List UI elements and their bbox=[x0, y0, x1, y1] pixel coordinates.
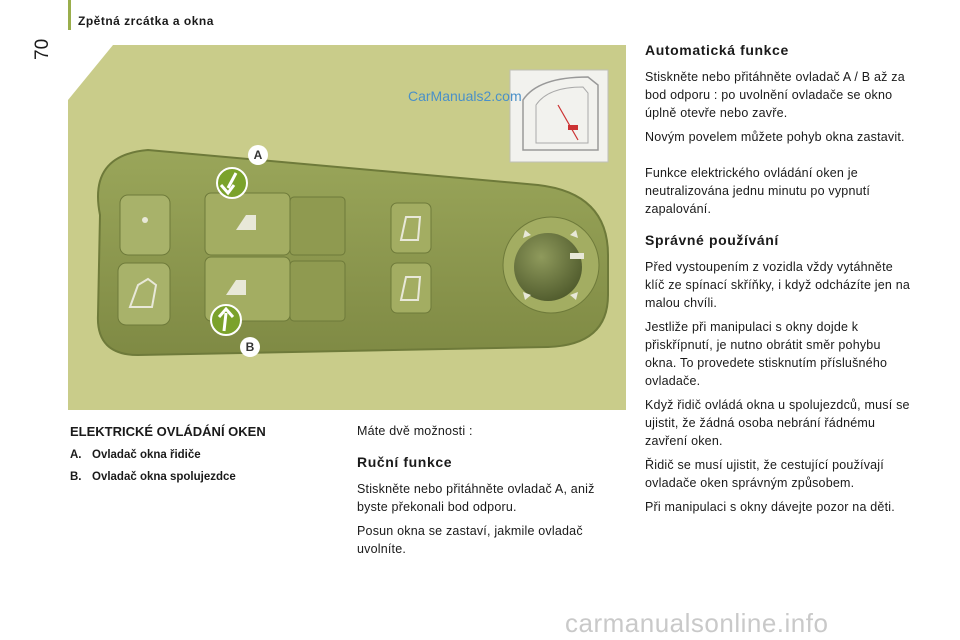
lock-button bbox=[120, 195, 170, 255]
mirror-heat-button bbox=[391, 263, 431, 313]
door-control-panel-illustration bbox=[68, 45, 626, 410]
proper-use-heading: Správné používání bbox=[645, 232, 779, 248]
legend-text: Ovladač okna řidiče bbox=[92, 449, 201, 461]
neutralization-paragraph: Funkce elektrického ovládání oken je neutralizována jednu minutu po vypnutí zapalování. bbox=[645, 166, 871, 216]
window-switch-figure bbox=[68, 45, 626, 410]
legend-column bbox=[70, 422, 340, 483]
intro-text: Máte dvě možnosti : bbox=[357, 424, 473, 438]
watermark-carmanuals2: CarManuals2.com bbox=[408, 88, 522, 104]
label-a: A bbox=[253, 148, 263, 162]
mirror-fold-button bbox=[391, 203, 431, 253]
legend-item bbox=[70, 449, 340, 461]
paragraph: Před vystoupením z vozidla vždy vytáhněte klíč ze spínací skříňky, i když odcházíte jen na malou chvíli. bbox=[645, 260, 911, 310]
section-header: Zpětná zrcátka a okna bbox=[78, 14, 214, 28]
watermark-carmanualsonline: carmanualsonline.info bbox=[565, 608, 829, 638]
paragraph: Posun okna se zastaví, jakmile ovladač uvolníte. bbox=[357, 524, 583, 556]
paragraph: Řidič se musí ujistit, že cestující používají ovladače oken správným způsobem. bbox=[645, 458, 884, 490]
paragraph: Stiskněte nebo přitáhněte ovladač A, aniž byste překonali bod odporu. bbox=[357, 482, 595, 514]
legend-item bbox=[70, 471, 340, 483]
legend-text: Ovladač okna spolujezdce bbox=[92, 471, 236, 483]
header-accent-bar bbox=[68, 0, 71, 30]
paragraph: Při manipulaci s okny dávejte pozor na děti. bbox=[645, 500, 895, 514]
paragraph: Stiskněte nebo přitáhněte ovladač A / B až za bod odporu : po uvolnění ovladače se okno úplně otevře nebo zavře. bbox=[645, 70, 905, 120]
manual-function-column bbox=[357, 422, 607, 564]
manual-function-heading: Ruční funkce bbox=[357, 454, 453, 470]
page-number: 70 bbox=[32, 38, 53, 60]
automatic-function-heading: Automatická funkce bbox=[645, 42, 789, 58]
section-title: ELEKTRICKÉ OVLÁDÁNÍ OKEN bbox=[70, 424, 266, 439]
legend-key: B. bbox=[70, 471, 82, 483]
door-inset-thumbnail bbox=[510, 70, 608, 162]
mirror-adjust-knob bbox=[514, 233, 582, 301]
legend-key: A. bbox=[70, 449, 82, 461]
paragraph: Novým povelem můžete pohyb okna zastavit. bbox=[645, 130, 905, 144]
label-b: B bbox=[245, 340, 255, 354]
child-lock-button bbox=[118, 263, 170, 325]
paragraph: Když řidič ovládá okna u spolujezdců, musí se ujistit, že žádná osoba nebrání řádnému zavření oken. bbox=[645, 398, 910, 448]
paragraph: Jestliže při manipulaci s okny dojde k přiskřípnutí, je nutno obrátit směr pohybu okna. To provedete stisknutím příslušného ovladače. bbox=[645, 320, 888, 388]
info-column bbox=[645, 42, 915, 522]
